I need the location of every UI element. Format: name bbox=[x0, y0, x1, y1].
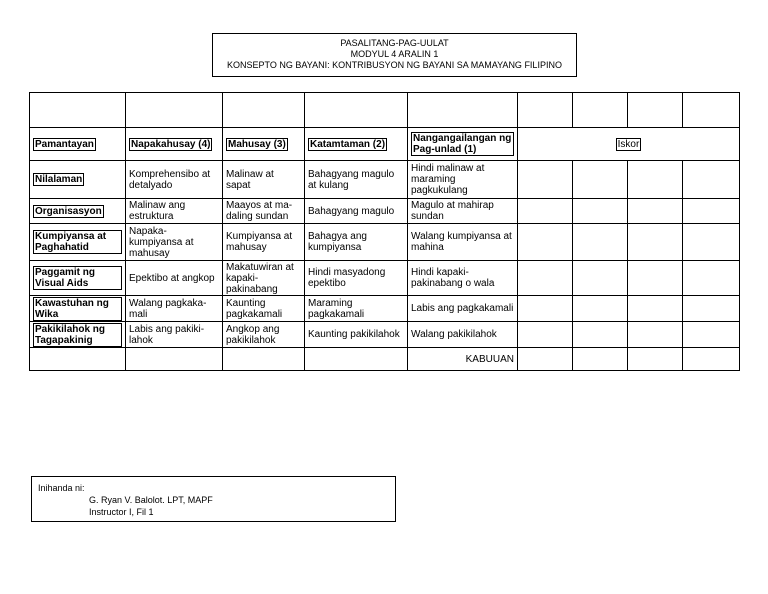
criterion-cell bbox=[30, 296, 126, 322]
rubric-row bbox=[30, 224, 740, 261]
header-level2-cell bbox=[305, 128, 408, 161]
rubric-row bbox=[30, 322, 740, 348]
rubric-row bbox=[30, 296, 740, 322]
level2-cell: Kaunting pakikilahok bbox=[305, 322, 408, 348]
criterion-label: Paggamit ng Visual Aids bbox=[33, 266, 122, 290]
header-criteria-cell bbox=[30, 128, 126, 161]
total-score-cell bbox=[628, 348, 683, 371]
rubric-row bbox=[30, 199, 740, 224]
score-cell bbox=[518, 224, 573, 261]
blank-cell bbox=[305, 348, 408, 371]
level3-cell: Makatuwiran at kapaki-pakinabang bbox=[223, 261, 305, 296]
blank-cell bbox=[126, 93, 223, 128]
header-level4-cell bbox=[126, 128, 223, 161]
score-cell bbox=[628, 199, 683, 224]
level3-cell: Angkop ang pakikilahok bbox=[223, 322, 305, 348]
blank-cell bbox=[573, 93, 628, 128]
score-cell bbox=[518, 199, 573, 224]
score-cell bbox=[683, 322, 740, 348]
prepared-by-label: Inihanda ni: bbox=[38, 483, 85, 493]
level4-cell: Napaka-kumpiyansa at mahusay bbox=[126, 224, 223, 261]
blank-cell bbox=[30, 93, 126, 128]
rubric-row bbox=[30, 261, 740, 296]
prepared-by-box bbox=[31, 476, 396, 522]
blank-cell bbox=[628, 93, 683, 128]
blank-cell bbox=[126, 348, 223, 371]
criterion-cell bbox=[30, 199, 126, 224]
score-cell bbox=[518, 161, 573, 199]
header-row bbox=[30, 128, 740, 161]
title-line-1: PASALITANG-PAG-UULAT bbox=[340, 38, 449, 48]
score-cell bbox=[628, 322, 683, 348]
level1-cell: Walang pakikilahok bbox=[408, 322, 518, 348]
score-cell bbox=[573, 199, 628, 224]
score-cell bbox=[573, 296, 628, 322]
level1-cell: Hindi malinaw at maraming pagkukulang bbox=[408, 161, 518, 199]
score-cell bbox=[628, 261, 683, 296]
level2-cell: Bahagyang magulo bbox=[305, 199, 408, 224]
criterion-label: Nilalaman bbox=[35, 174, 83, 185]
level3-cell: Kumpiyansa at mahusay bbox=[223, 224, 305, 261]
criterion-cell bbox=[30, 261, 126, 296]
level4-cell: Walang pagkaka-mali bbox=[126, 296, 223, 322]
blank-cell bbox=[223, 348, 305, 371]
blank-cell bbox=[223, 93, 305, 128]
level1-cell: Labis ang pagkakamali bbox=[408, 296, 518, 322]
total-score-cell bbox=[573, 348, 628, 371]
blank-cell bbox=[30, 348, 126, 371]
score-cell bbox=[628, 224, 683, 261]
header-level2: Katamtaman (2) bbox=[310, 138, 386, 150]
header-level3: Mahusay (3) bbox=[228, 138, 286, 150]
header-score-cell bbox=[518, 128, 740, 161]
header-level4: Napakahusay (4) bbox=[131, 138, 211, 150]
total-score-cell bbox=[683, 348, 740, 371]
blank-cell bbox=[408, 93, 518, 128]
level3-cell: Maayos at ma-daling sundan bbox=[223, 199, 305, 224]
score-cell bbox=[573, 261, 628, 296]
blank-cell bbox=[518, 93, 573, 128]
score-cell bbox=[573, 322, 628, 348]
header-level3-cell bbox=[223, 128, 305, 161]
score-cell bbox=[573, 161, 628, 199]
level4-cell: Labis ang pakiki-lahok bbox=[126, 322, 223, 348]
title-line-3: KONSEPTO NG BAYANI: KONTRIBUSYON NG BAYANI SA MAMAYANG FILIPINO bbox=[227, 60, 562, 70]
document-title-box bbox=[212, 33, 577, 77]
level2-cell: Bahagyang magulo at kulang bbox=[305, 161, 408, 199]
header-level1: Nangangailangan ng Pag-unlad (1) bbox=[411, 132, 514, 156]
score-cell bbox=[683, 224, 740, 261]
header-score: Iskor bbox=[617, 138, 640, 150]
criterion-cell bbox=[30, 224, 126, 261]
total-row bbox=[30, 348, 740, 371]
total-score-cell bbox=[518, 348, 573, 371]
blank-cell bbox=[305, 93, 408, 128]
level2-cell: Bahagya ang kumpiyansa bbox=[305, 224, 408, 261]
score-cell bbox=[628, 161, 683, 199]
score-cell bbox=[518, 261, 573, 296]
score-cell bbox=[683, 296, 740, 322]
level4-cell: Komprehensibo at detalyado bbox=[126, 161, 223, 199]
score-cell bbox=[628, 296, 683, 322]
rubric-row bbox=[30, 161, 740, 199]
criterion-cell bbox=[30, 161, 126, 199]
header-level1-cell bbox=[408, 128, 518, 161]
level1-cell: Hindi kapaki-pakinabang o wala bbox=[408, 261, 518, 296]
level1-cell: Walang kumpiyansa at mahina bbox=[408, 224, 518, 261]
score-cell bbox=[683, 261, 740, 296]
criterion-label: Pakikilahok ng Tagapakinig bbox=[33, 323, 122, 347]
title-line-2: MODYUL 4 ARALIN 1 bbox=[350, 49, 439, 59]
blank-top-row bbox=[30, 93, 740, 128]
level1-cell: Magulo at mahirap sundan bbox=[408, 199, 518, 224]
preparer-position: Instructor I, Fil 1 bbox=[89, 507, 154, 517]
level2-cell: Maraming pagkakamali bbox=[305, 296, 408, 322]
preparer-name: G. Ryan V. Balolot. LPT, MAPF bbox=[89, 495, 213, 505]
level3-cell: Kaunting pagkakamali bbox=[223, 296, 305, 322]
total-label: KABUUAN bbox=[408, 348, 518, 371]
level4-cell: Epektibo at angkop bbox=[126, 261, 223, 296]
score-cell bbox=[573, 224, 628, 261]
criterion-label: Organisasyon bbox=[35, 205, 102, 217]
level2-cell: Hindi masyadong epektibo bbox=[305, 261, 408, 296]
criterion-cell bbox=[30, 322, 126, 348]
score-cell bbox=[683, 161, 740, 199]
blank-cell bbox=[683, 93, 740, 128]
score-cell bbox=[518, 296, 573, 322]
score-cell bbox=[683, 199, 740, 224]
header-criteria: Pamantayan bbox=[35, 138, 94, 150]
level3-cell: Malinaw at sapat bbox=[223, 161, 305, 199]
level4-cell: Malinaw ang estruktura bbox=[126, 199, 223, 224]
criterion-label: Kumpiyansa at Paghahatid bbox=[33, 230, 122, 254]
rubric-table bbox=[29, 92, 740, 371]
score-cell bbox=[518, 322, 573, 348]
criterion-label: Kawastuhan ng Wika bbox=[33, 297, 122, 321]
